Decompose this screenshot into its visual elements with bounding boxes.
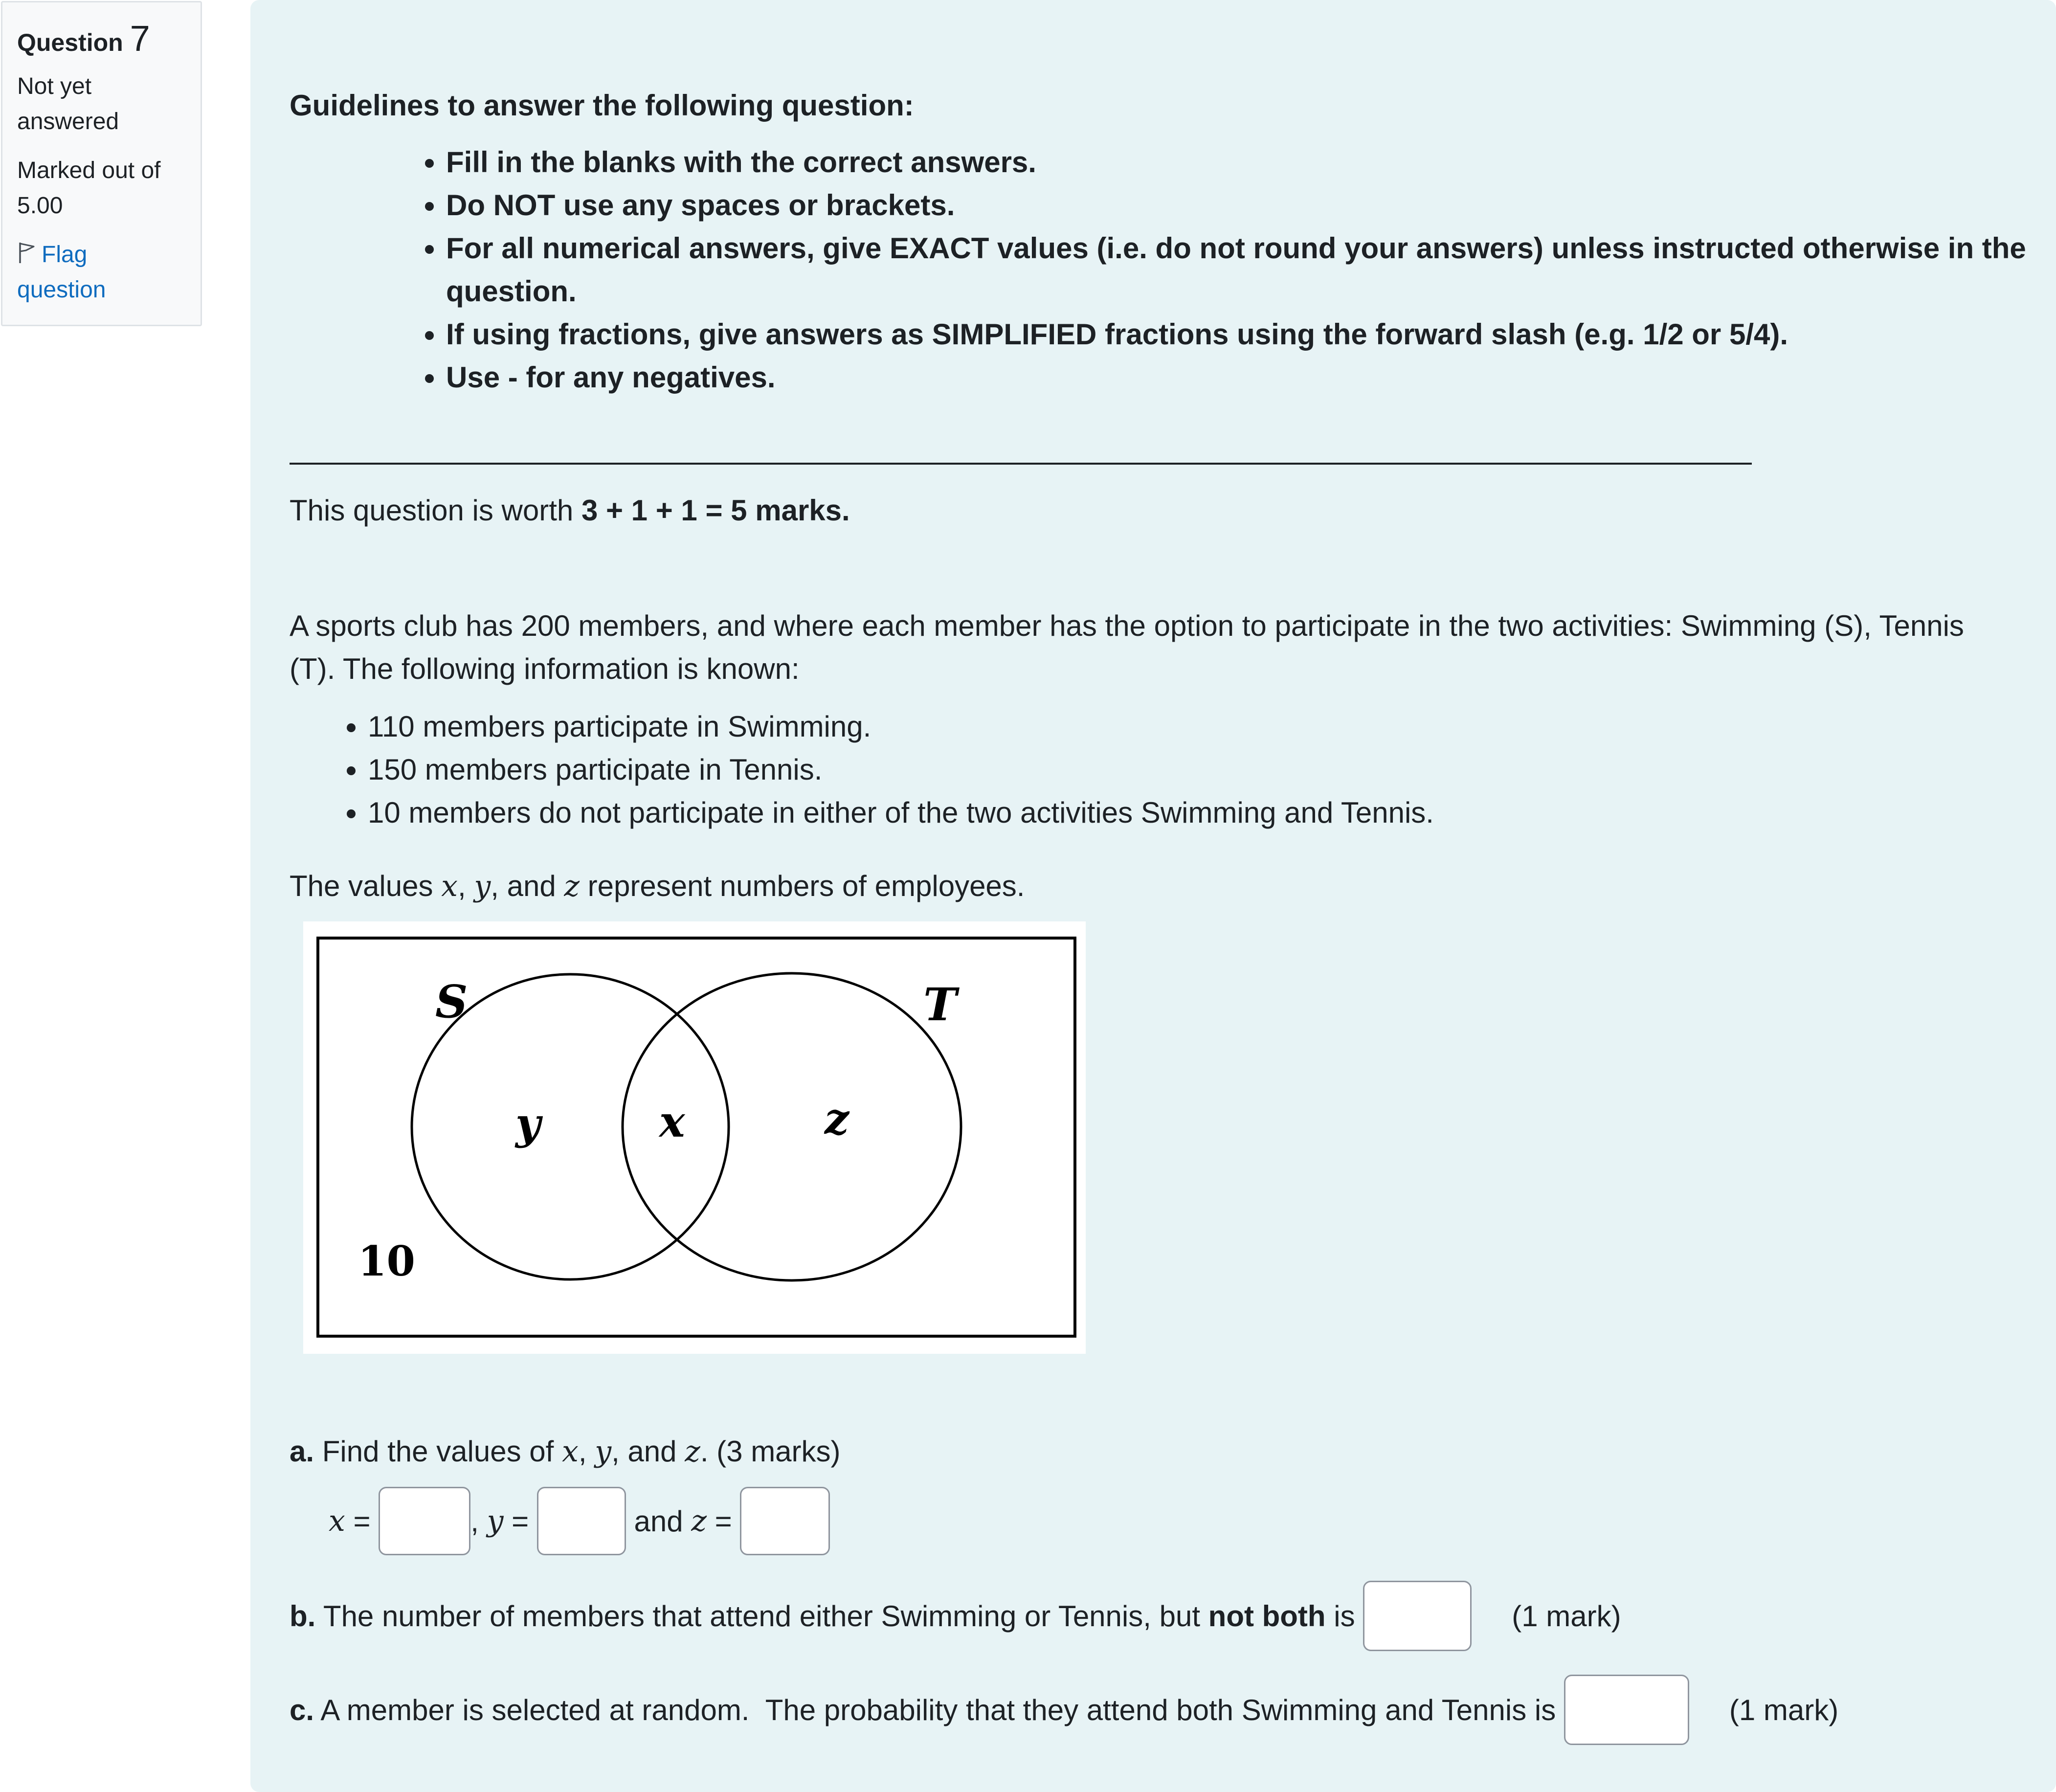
flag-label-line2[interactable]: question	[17, 277, 106, 303]
part-b-answer-input[interactable]	[1363, 1581, 1472, 1651]
part-a-tail: . (3 marks)	[700, 1435, 841, 1468]
values-prefix: The values	[290, 870, 442, 902]
question-content	[250, 0, 2056, 1792]
question-grade	[17, 153, 186, 224]
problem-facts	[368, 705, 1434, 834]
part-b-text: The number of members that attend either Swimming or Tennis, but	[315, 1599, 1208, 1633]
var-y: y	[595, 1434, 612, 1469]
part-b-emphasis: not both	[1208, 1599, 1326, 1633]
z-answer-input[interactable]	[740, 1487, 830, 1555]
question-state-line1: Not yet	[17, 73, 92, 100]
problem-intro: A sports club has 200 members, and where each member has the option to participate in the two activities: Swimming (S), Tennis (T). The following information is known:	[290, 609, 1964, 685]
fact-item: • 110 members participate in Swimming.	[368, 705, 1434, 748]
y-equals: =	[503, 1504, 537, 1538]
guideline-item: • Use - for any negatives.	[446, 356, 2056, 399]
var-z: z	[685, 1434, 700, 1469]
part-a-comma: ,	[578, 1435, 595, 1468]
part-a-answers	[329, 1487, 830, 1555]
var-z: z	[691, 1504, 707, 1538]
venn-region-x: x	[659, 1096, 685, 1147]
part-a-and: , and	[611, 1435, 685, 1468]
flag-icon	[17, 241, 37, 264]
var-x: x	[441, 869, 458, 903]
marks-statement-prefix: This question is worth	[290, 494, 581, 527]
venn-region-y: y	[515, 1098, 541, 1149]
marks-statement	[290, 489, 850, 532]
question-state-line2: answered	[17, 109, 119, 135]
question-info-box	[1, 1, 202, 326]
question-number-value: 7	[130, 18, 150, 59]
venn-outside-value: 10	[358, 1237, 415, 1285]
values-comma: ,	[458, 870, 474, 902]
horizontal-rule	[290, 463, 1752, 465]
var-z: z	[564, 869, 580, 903]
part-b-marks: (1 mark)	[1512, 1599, 1621, 1633]
marks-statement-total: 3 + 1 + 1 = 5 marks.	[581, 494, 850, 527]
guideline-item: • Do NOT use any spaces or brackets.	[446, 184, 2056, 227]
x-equals: =	[345, 1504, 379, 1538]
part-c-marks: (1 mark)	[1729, 1693, 1839, 1726]
question-label: Question	[17, 29, 123, 56]
values-statement	[290, 865, 1025, 908]
part-c-letter: c.	[290, 1693, 314, 1726]
guideline-item: • If using fractions, give answers as SIMPLIFIED fractions using the forward slash (e.g. 1/2 or 5/4).	[446, 313, 2056, 356]
x-answer-input[interactable]	[379, 1487, 470, 1555]
fact-item: • 150 members participate in Tennis.	[368, 748, 1434, 791]
part-c-answer-input[interactable]	[1564, 1675, 1689, 1745]
question-number	[17, 15, 186, 62]
z-separator: and	[626, 1504, 692, 1538]
y-separator: ,	[470, 1504, 487, 1538]
part-a-prompt	[290, 1430, 841, 1473]
part-b-letter: b.	[290, 1599, 316, 1633]
guideline-item: • Fill in the blanks with the correct answers.	[446, 141, 2056, 184]
question-grade-line1: Marked out of	[17, 157, 161, 184]
fact-item: • 10 members do not participate in either of the two activities Swimming and Tennis.	[368, 791, 1434, 834]
venn-label-t: T	[923, 978, 957, 1031]
venn-diagram	[303, 921, 1086, 1354]
part-a-text: Find the values of	[314, 1435, 562, 1468]
question-grade-line2: 5.00	[17, 193, 63, 219]
part-c-text: A member is selected at random. The probability that they attend both Swimming and Tennis is	[314, 1693, 1564, 1726]
y-answer-input[interactable]	[537, 1487, 626, 1555]
part-b-text-after: is	[1325, 1599, 1363, 1633]
flag-label-line1[interactable]: Flag	[42, 242, 88, 268]
z-equals: =	[706, 1504, 740, 1538]
values-suffix: represent numbers of employees.	[580, 870, 1025, 902]
var-x: x	[329, 1504, 345, 1538]
part-c-prompt	[290, 1675, 1838, 1745]
venn-diagram-svg	[303, 921, 1086, 1354]
flag-question-link[interactable]	[17, 237, 186, 308]
var-y: y	[474, 869, 491, 903]
values-and: , and	[491, 870, 564, 902]
guideline-item: • For all numerical answers, give EXACT values (i.e. do not round your answers) unless instructed otherwise in the question.	[446, 227, 2056, 313]
guidelines-list	[446, 141, 2056, 399]
var-y: y	[487, 1504, 504, 1538]
var-x: x	[562, 1434, 579, 1469]
venn-label-s: S	[435, 975, 468, 1028]
part-a-letter: a.	[290, 1435, 314, 1468]
part-b-prompt	[290, 1581, 1621, 1651]
venn-region-z: z	[825, 1093, 849, 1144]
guidelines-title: Guidelines to answer the following question:	[290, 89, 914, 122]
question-state	[17, 69, 186, 139]
